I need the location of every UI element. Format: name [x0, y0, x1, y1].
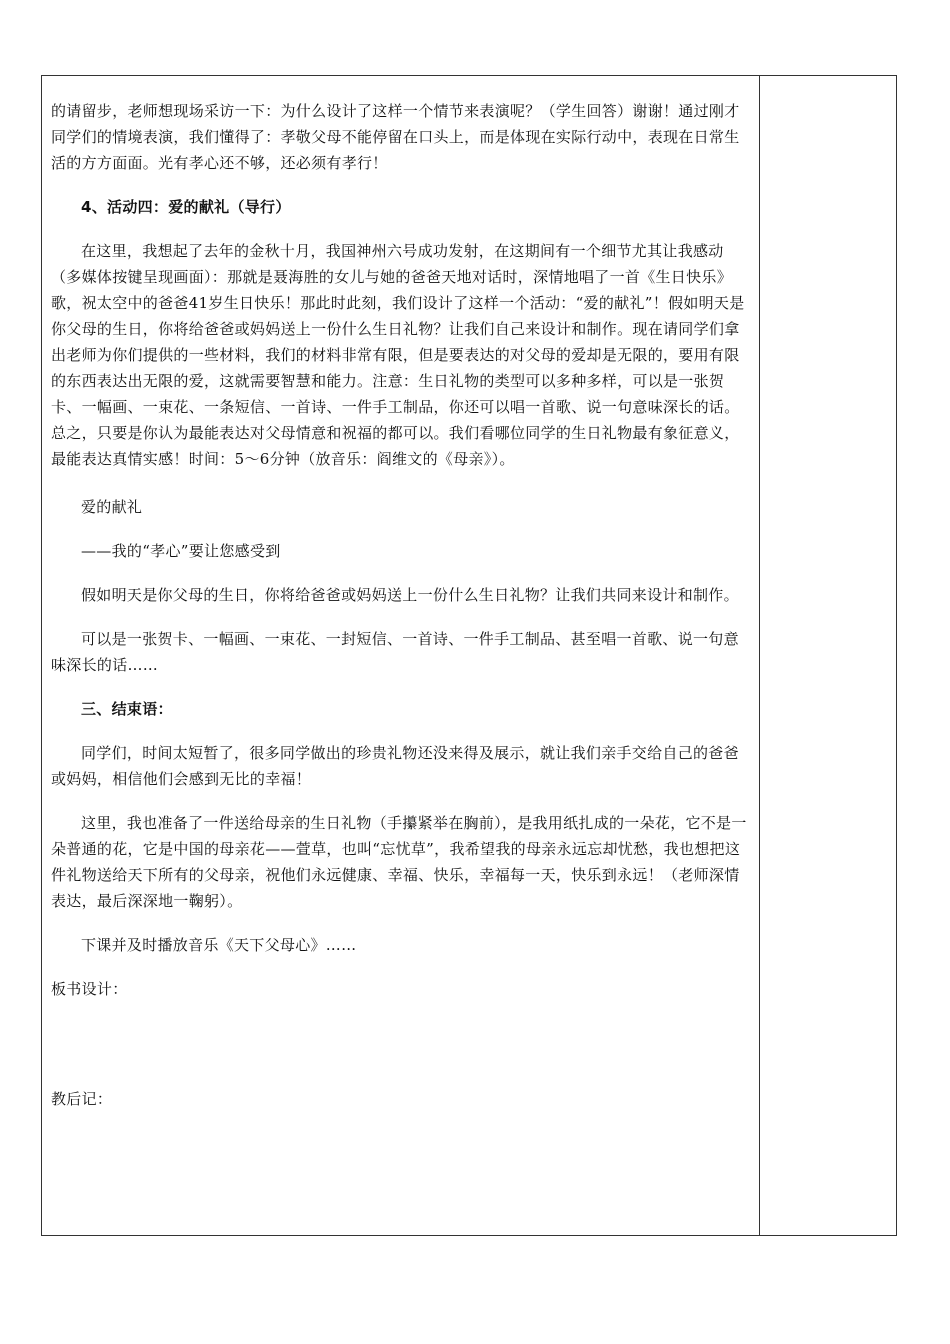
paragraph-activity-description: 在这里，我想起了去年的金秋十月，我国神州六号成功发射，在这期间有一个细节尤其让我感动（多媒体按键呈现画面）：那就是聂海胜的女儿与她的爸爸天地对话时，深情地唱了一首《生日快乐》歌，祝太空中的爸爸41岁生日快乐！那此时此刻，我们设计了这样一个活动：“爱的献礼”！假如明天是你父母的生日，你将给爸爸或妈妈送上一份什么生日礼物？让我们自己来设计和制作。现在请同学们拿出老师为你们提供的一些材料，我们的材料非常有限，但是要表达的对父母的爱却是无限的，要用有限的东西表达出无限的爱，这就需要智慧和能力。注意：生日礼物的类型可以多种多样，可以是一张贺卡、一幅画、一束花、一条短信、一首诗、一件手工制品，你还可以唱一首歌、说一句意味深长的话。总之，只要是你认为最能表达对父母情意和祝福的都可以。我们看哪位同学的生日礼物最有象征意义，最能表达真情实感！时间：5～6分钟（放音乐：阎维文的《母亲》）。	[51, 242, 745, 468]
paragraph-gift-options: 可以是一张贺卡、一幅画、一束花、一封短信、一首诗、一件手工制品、甚至唱一首歌、说一句意味深长的话……	[51, 630, 739, 674]
paragraph-teacher-gift: 这里，我也准备了一件送给母亲的生日礼物（手攥紧举在胸前），是我用纸扎成的一朵花，它不是一朵普通的花，它是中国的母亲花——萱草，也叫“忘忧草”，我希望我的母亲永远忘却忧愁，我也想把这件礼物送给天下所有的父母亲，祝他们永远健康、幸福、快乐，幸福每一天，快乐到永远！（老师深情表达，最后深深地一鞠躬）。	[51, 814, 747, 910]
gift-card-title: 爱的献礼	[81, 498, 143, 516]
notes-column	[760, 76, 896, 1235]
post-lesson-notes-label: 教后记：	[51, 1090, 113, 1108]
paragraph-gift-question: 假如明天是你父母的生日，你将给爸爸或妈妈送上一份什么生日礼物？让我们共同来设计和制作。	[81, 586, 739, 604]
lesson-content	[51, 98, 751, 1112]
board-design-label: 板书设计：	[51, 980, 128, 998]
heading-conclusion: 三、结束语：	[81, 700, 173, 718]
paragraph-conclusion: 同学们，时间太短暂了，很多同学做出的珍贵礼物还没来得及展示，就让我们亲手交给自己的爸爸或妈妈，相信他们会感到无比的幸福！	[51, 744, 739, 788]
lesson-content-cell	[42, 76, 760, 1235]
paragraph-intro: 的请留步，老师想现场采访一下：为什么设计了这样一个情节来表演呢？（学生回答）谢谢！通过刚才同学们的情境表演，我们懂得了：孝敬父母不能停留在口头上，而是体现在实际行动中，表现在日常生活的方方面面。光有孝心还不够，还必须有孝行！	[51, 102, 740, 172]
paragraph-end-music: 下课并及时播放音乐《天下父母心》……	[81, 936, 357, 954]
heading-activity-four: 4、活动四：爱的献礼（导行）	[81, 198, 291, 216]
gift-card-subtitle: ——我的“孝心”要让您感受到	[81, 542, 281, 560]
lesson-plan-table	[41, 75, 897, 1236]
